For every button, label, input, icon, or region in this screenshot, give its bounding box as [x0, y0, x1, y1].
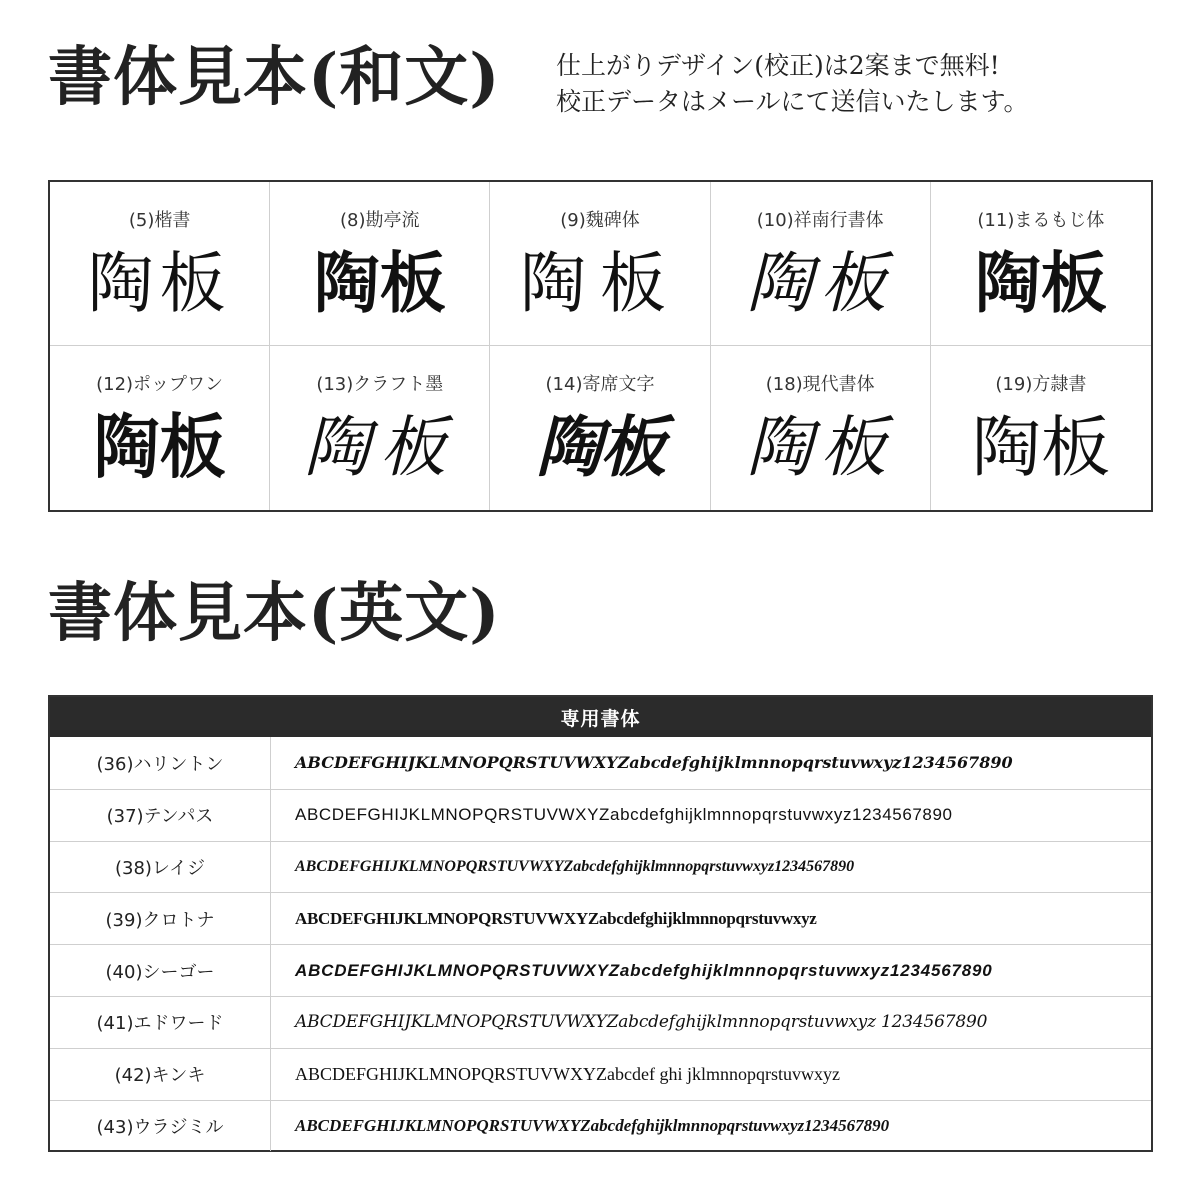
font-sample-text: 陶板	[313, 245, 446, 322]
font-name-label: (9)魏碑体	[560, 210, 640, 231]
notice-line-1: 仕上がりデザイン(校正)は2案まで無料!	[556, 51, 1000, 80]
japanese-font-cell	[711, 346, 931, 510]
notice-line-2: 校正データはメールにて送信いたします。	[556, 87, 1029, 116]
japanese-font-cell	[711, 182, 931, 346]
font-name-cell: (42)キンキ	[50, 1049, 271, 1100]
font-name-label: (11)まるもじ体	[977, 210, 1105, 231]
english-font-table	[48, 695, 1153, 1152]
table-row	[50, 737, 1151, 789]
font-sample-text: 陶板	[974, 245, 1107, 322]
font-name-label: (18)現代書体	[765, 374, 875, 395]
font-sample-text: 陶板	[746, 245, 895, 322]
font-sample-cell: ABCDEFGHIJKLMNOPQRSTUVWXYZabcdefghijklmnnopqrstuvwxyz	[295, 908, 817, 928]
japanese-font-cell	[931, 182, 1151, 346]
table-body	[50, 737, 1151, 1151]
font-name-label: (12)ポップワン	[96, 374, 224, 395]
font-name-cell: (39)クロトナ	[50, 893, 271, 944]
japanese-font-cell	[490, 346, 710, 510]
japanese-font-cell	[270, 182, 490, 346]
font-sample-cell: ABCDEFGHIJKLMNOPQRSTUVWXYZabcdefghijklmnnopqrstuvwxyz1234567890	[295, 960, 993, 980]
japanese-font-cell	[931, 346, 1151, 510]
font-name-cell: (41)エドワード	[50, 997, 271, 1048]
table-row	[50, 996, 1151, 1048]
font-name-label: (8)勘亭流	[340, 210, 420, 231]
font-sample-cell: ABCDEFGHIJKLMNOPQRSTUVWXYZabcdef ghi jklmnnopqrstuvwxyz	[295, 1063, 840, 1084]
japanese-font-grid	[48, 180, 1153, 512]
font-name-cell: (40)シーゴー	[50, 945, 271, 996]
font-sample-text: 陶板	[746, 409, 895, 486]
font-sample-text: 陶板	[87, 245, 232, 322]
font-name-label: (19)方隷書	[995, 374, 1087, 395]
table-header: 専用書体	[50, 697, 1151, 737]
proof-notice	[556, 48, 1029, 120]
font-name-label: (10)祥南行書体	[756, 210, 884, 231]
table-row	[50, 944, 1151, 996]
font-sample-text: 陶板	[535, 409, 664, 486]
font-name-label: (14)寄席文字	[545, 374, 655, 395]
japanese-font-cell	[490, 182, 710, 346]
japanese-samples-heading: 書体見本(和文)	[48, 40, 501, 115]
font-name-cell: (36)ハリントン	[50, 737, 271, 789]
font-sample-cell: ABCDEFGHIJKLMNOPQRSTUVWXYZabcdefghijklmnnopqrstuvwxyz1234567890	[295, 753, 1013, 773]
font-name-cell: (43)ウラジミル	[50, 1101, 271, 1152]
font-sample-text: 陶板	[971, 409, 1111, 486]
font-name-cell: (38)レイジ	[50, 842, 271, 893]
table-row	[50, 1100, 1151, 1152]
japanese-font-cell	[270, 346, 490, 510]
font-sample-cell: ABCDEFGHIJKLMNOPQRSTUVWXYZabcdefghijklmnnopqrstuvwxyz1234567890	[295, 857, 855, 875]
font-name-label: (5)楷書	[128, 210, 191, 231]
font-sample-cell: ABCDEFGHIJKLMNOPQRSTUVWXYZabcdefghijklmnnopqrstuvwxyz1234567890	[295, 805, 953, 825]
table-row	[50, 841, 1151, 893]
font-name-cell: (37)テンパス	[50, 790, 271, 841]
font-sample-text: 陶板	[519, 245, 680, 322]
font-sample-text: 陶板	[93, 407, 226, 488]
table-row	[50, 789, 1151, 841]
english-samples-heading: 書体見本(英文)	[48, 576, 501, 651]
font-name-label: (13)クラフト墨	[316, 374, 444, 395]
font-sample-cell: ABCDEFGHIJKLMNOPQRSTUVWXYZabcdefghijklmnnopqrstuvwxyz1234567890	[295, 1115, 890, 1135]
font-sample-text: 陶板	[303, 409, 456, 486]
table-row	[50, 1048, 1151, 1100]
japanese-font-cell	[50, 182, 270, 346]
japanese-font-cell	[50, 346, 270, 510]
table-row	[50, 892, 1151, 944]
font-sample-cell: ABCDEFGHIJKLMNOPQRSTUVWXYZabcdefghijklmnnopqrstuvwxyz 1234567890	[295, 1012, 988, 1033]
